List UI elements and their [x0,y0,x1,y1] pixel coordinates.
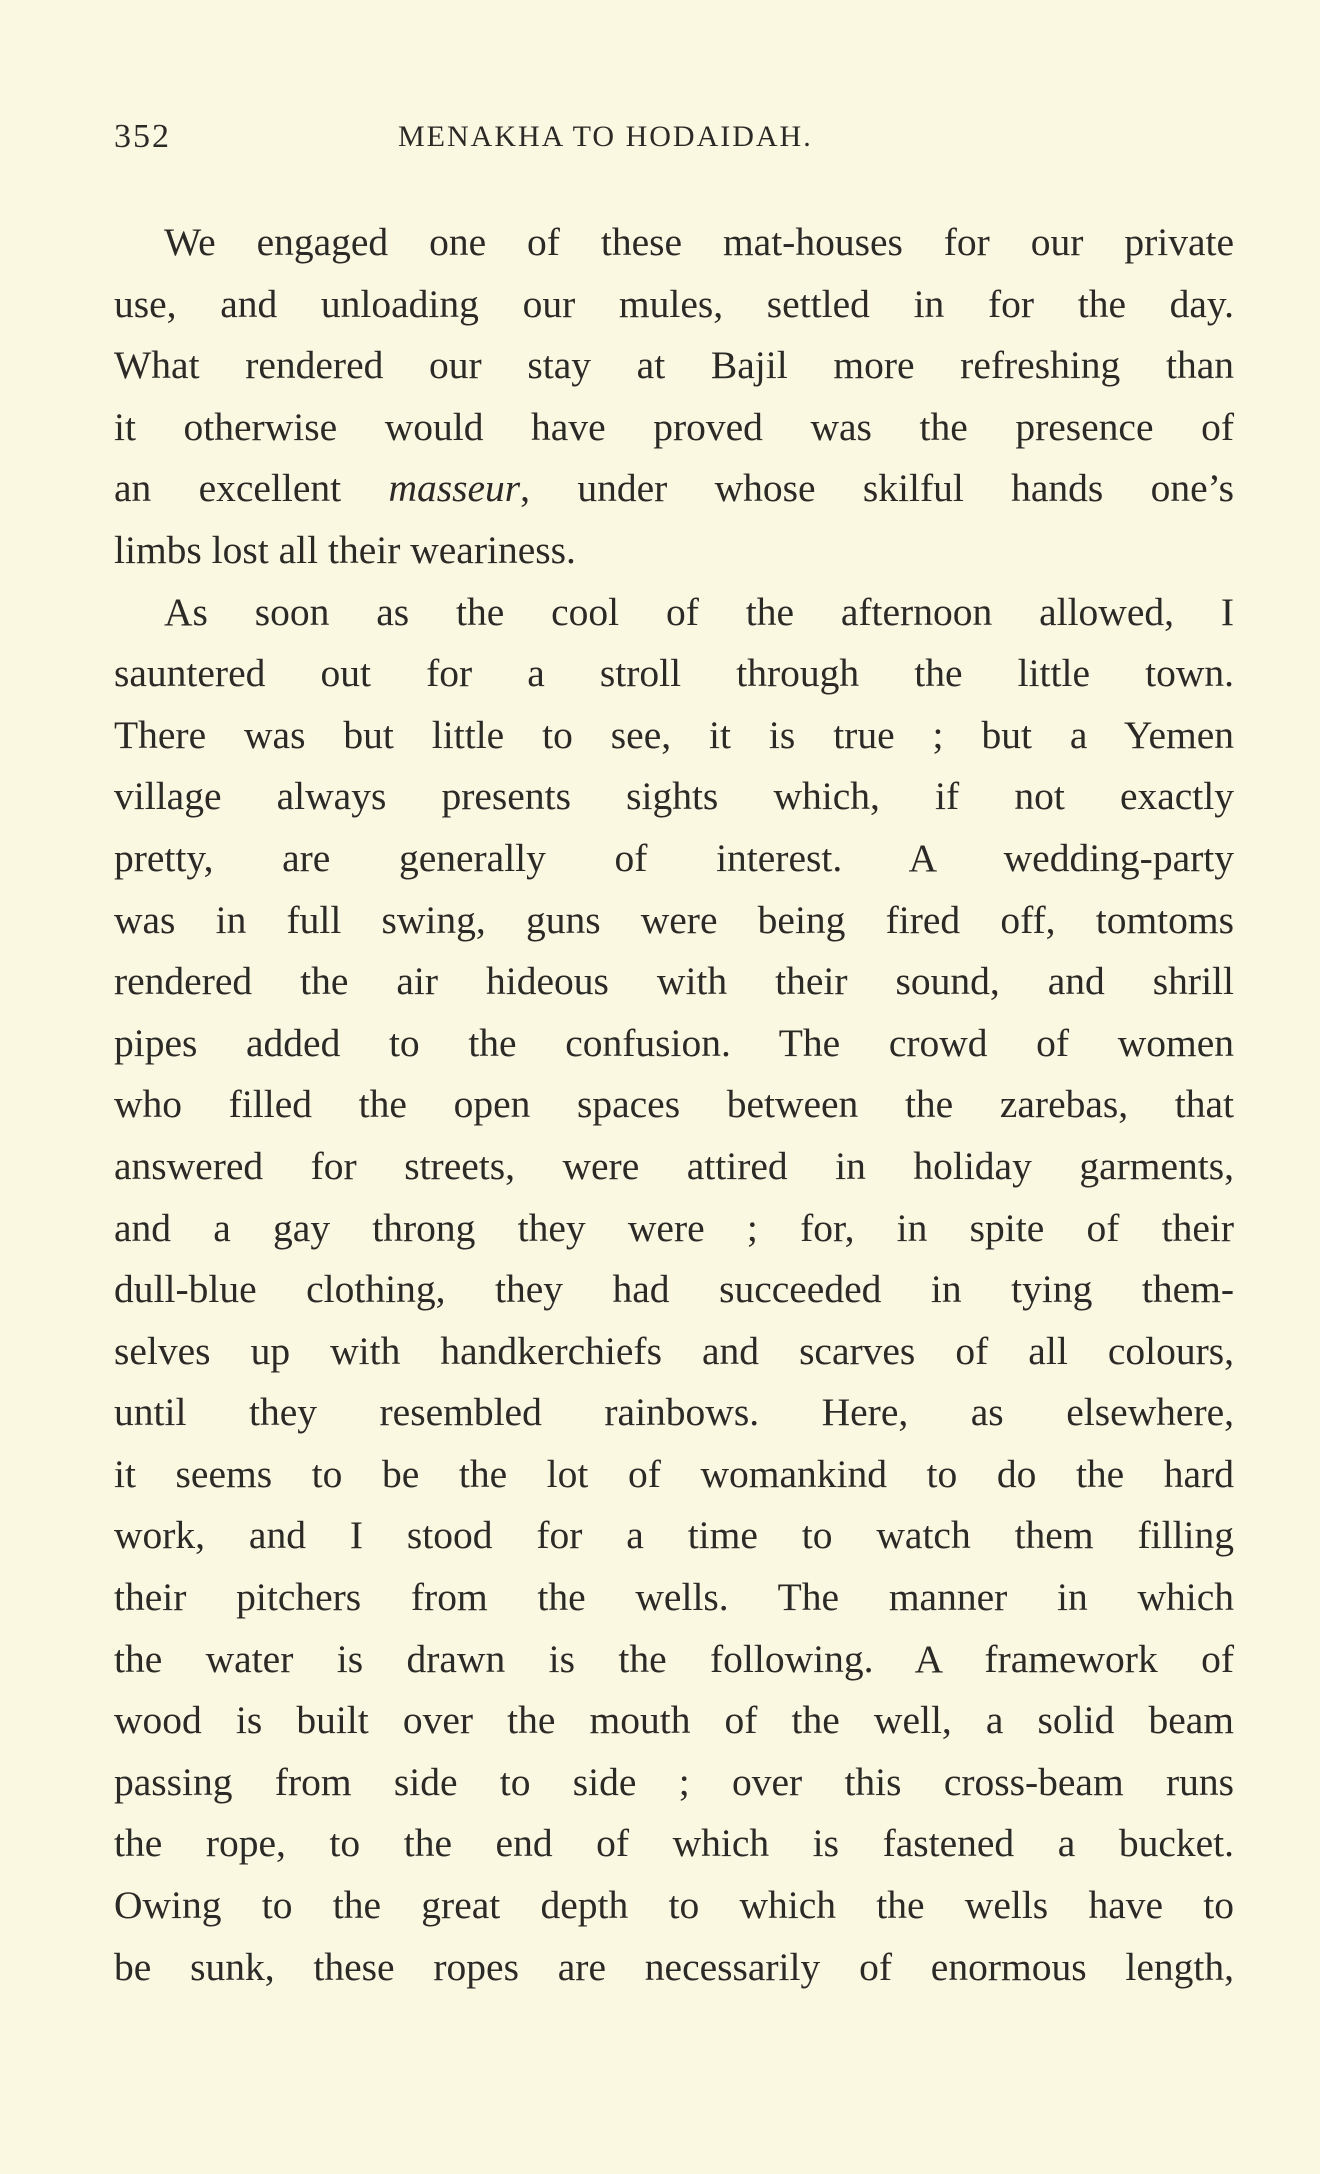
text-line: selves up with handkerchiefs and scarves of all colours, [114,1328,1234,1373]
text-line-last: limbs lost all their weariness. [114,527,576,572]
text-line: sauntered out for a stroll through the little town. [114,651,1234,696]
text-line: the water is drawn is the following. A framework of [114,1636,1234,1681]
text-line: village always presents sights which, if not exactly [114,774,1234,819]
page-number: 352 [114,118,171,155]
text-line: wood is built over the mouth of the well, a solid beam [114,1698,1234,1743]
text-line: was in full swing, guns were being fired off, tomtoms [114,897,1234,942]
italic-word: masseur [388,466,521,511]
text-line: As soon as the cool of the afternoon allowed, I [164,589,1234,634]
text-run: , under whose skilful hands one’s [520,466,1234,511]
running-head: MENAKHA TO HODAIDAH. [398,120,813,153]
text-line: who filled the open spaces between the zarebas, that [114,1082,1234,1127]
body-text [114,212,1234,1998]
text-line: pretty, are generally of interest. A wedding-party [114,835,1234,880]
text-line: answered for streets, were attired in holiday garments, [114,1143,1234,1188]
text-line: their pitchers from the wells. The manner in which [114,1575,1234,1620]
text-line: it otherwise would have proved was the presence of [114,404,1234,449]
text-line: rendered the air hideous with their sound, and shrill [114,959,1234,1004]
text-line: passing from side to side ; over this cross-beam runs [114,1759,1234,1804]
text-line: pipes added to the confusion. The crowd of women [114,1020,1234,1065]
text-line: Owing to the great depth to which the wells have to [114,1883,1234,1928]
text-line: We engaged one of these mat-houses for our private [164,220,1234,264]
text-line: and a gay throng they were ; for, in spite of their [114,1205,1234,1250]
text-line: until they resembled rainbows. Here, as elsewhere, [114,1390,1234,1435]
text-line: There was but little to see, it is true ; but a Yemen [114,712,1234,757]
text-line [114,458,1234,520]
text-run: an excellent [114,466,389,511]
page-header [114,118,1234,164]
text-line: work, and I stood for a time to watch them filling [114,1513,1234,1558]
text-line: the rope, to the end of which is fastened a bucket. [114,1821,1234,1866]
text-line: it seems to be the lot of womankind to do the hard [114,1451,1234,1496]
text-line: be sunk, these ropes are necessarily of enormous length, [114,1944,1234,1989]
text-line: dull-blue clothing, they had succeeded in tying them- [114,1267,1234,1312]
text-line: use, and unloading our mules, settled in for the day. [114,281,1234,326]
text-line: What rendered our stay at Bajil more refreshing than [114,343,1234,388]
